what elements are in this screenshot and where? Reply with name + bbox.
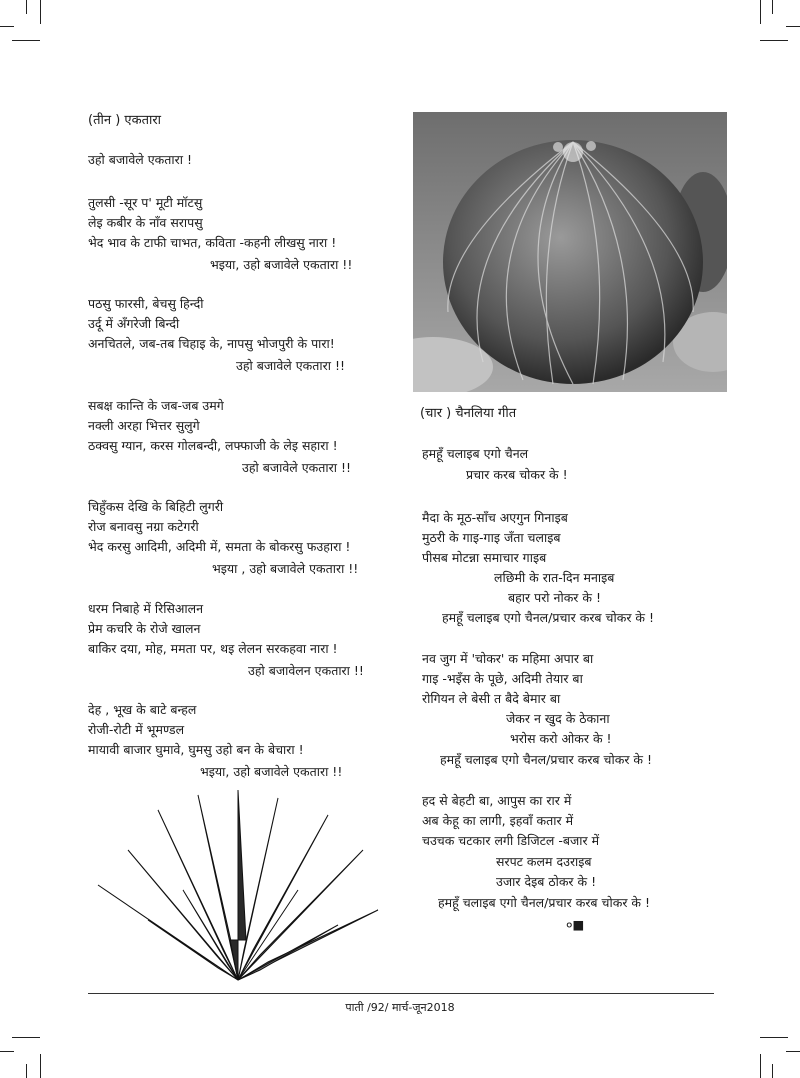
agave-illustration <box>88 790 388 990</box>
crop-mark <box>40 0 41 24</box>
poem-line: ठक्वसु ग्यान, करस गोलबन्दी, लफ्फाजी के लेइ सहारा ! <box>88 438 338 453</box>
poem-line: गाइ -भइँस के पूछे, अदिमी तेयार बा <box>422 671 583 686</box>
poem-line: नव जुग में 'चोकर' क महिमा अपार बा <box>422 651 594 666</box>
poem-line: रोजी-रोटी में भूमण्डल <box>88 722 185 737</box>
poem-line: पठसु फारसी, बेचसु हिन्दी <box>88 296 204 311</box>
poem-line: धरम निबाहे में रिसिआलन <box>88 601 204 616</box>
crop-mark <box>0 26 14 27</box>
poem-line: हमहूँ चलाइब एगो चैनल <box>422 446 529 461</box>
crop-mark <box>26 1064 27 1078</box>
poem-heading: (तीन ) एकतारा <box>88 113 162 128</box>
page-footer: पाती /92/ मार्च-जून2018 <box>345 1001 455 1014</box>
poem-line: मैदा के मूठ-साँच अएगुन गिनाइब <box>422 510 568 525</box>
poem-line: बाकिर दया, मोह, ममता पर, थइ लेलन सरकहवा नारा ! <box>88 641 338 656</box>
crop-mark <box>12 40 40 41</box>
poem-heading: (चार ) चैनलिया गीत <box>420 406 517 421</box>
agave-plant-icon <box>88 790 388 990</box>
poem-line: मुठरी के गाइ-गाइ जँता चलाइब <box>422 530 561 545</box>
crop-mark <box>772 0 773 14</box>
poem-line: लछिमी के रात-दिन मनाइब <box>494 570 615 585</box>
poem-line: भरोस करो ओकर के ! <box>510 731 612 746</box>
footer-rule <box>88 993 714 994</box>
cactus-illustration <box>413 112 727 392</box>
crop-mark <box>760 1054 761 1078</box>
poem-line: पीसब मोटन्ना समाचार गाइब <box>422 550 547 565</box>
crop-mark <box>772 1064 773 1078</box>
poem-line: हद से बेहटी बा, आपुस का रार में <box>422 793 572 808</box>
poem-line: भेद करसु आदिमी, अदिमी में, समता के बोकरसु फउहारा ! <box>88 539 351 554</box>
crop-mark <box>760 40 788 41</box>
crop-mark <box>26 0 27 14</box>
poem-line: प्रेम कचरि के रोजे खालन <box>88 621 201 636</box>
poem-line: चउचक चटकार लगी डिजिटल -बजार में <box>422 833 600 848</box>
poem-line: रोज बनावसु नग्रा कटेगरी <box>88 519 199 534</box>
poem-refrain: हमहूँ चलाइब एगो चैनल/प्रचार करब चोकर के ! <box>438 895 650 910</box>
crop-mark <box>40 1054 41 1078</box>
poem-line: उर्दू में अँगरेजी बिन्दी <box>88 316 180 331</box>
poem-line: रोगियन ले बेसी त बैदे बेमार बा <box>422 691 561 706</box>
poem-line: मायावी बाजार घुमावे, घुमसु उहो बन के बेचारा ! <box>88 742 304 757</box>
poem-refrain: उहो बजावेले एकतारा !! <box>242 460 351 475</box>
poem-line: देह , भूख के बाटे बन्हल <box>88 702 197 717</box>
poem-end-mark: ०■ <box>566 917 585 932</box>
poem-refrain: उहो बजावेलन एकतारा !! <box>248 663 364 678</box>
poem-line: बहार परो नोकर के ! <box>508 590 601 605</box>
poem-line: चिहुँकस देखि के बिहिटी लुगरी <box>88 499 224 514</box>
poem-refrain: भइया , उहो बजावेले एकतारा !! <box>212 561 359 576</box>
poem-refrain: हमहूँ चलाइब एगो चैनल/प्रचार करब चोकर के ! <box>442 610 654 625</box>
poem-refrain: भइया, उहो बजावेले एकतारा !! <box>200 764 343 779</box>
crop-mark <box>760 1037 788 1038</box>
poem-line: उजार देइब ठोकर के ! <box>496 874 597 889</box>
poem-line: भेद भाव के टाफी चाभत, कविता -कहनी लीखसु नारा ! <box>88 235 337 250</box>
poem-line: अनचितले, जब-तब चिहाइ के, नापसु भोजपुरी के पारा! <box>88 336 335 351</box>
poem-line: उहो बजावेले एकतारा ! <box>88 152 192 167</box>
poem-line: प्रचार करब चोकर के ! <box>466 467 568 482</box>
crop-mark <box>0 1051 14 1052</box>
poem-line: सबक्ष कान्ति के जब-जब उमगे <box>88 398 224 413</box>
crop-mark <box>786 26 800 27</box>
cactus-photo <box>413 112 727 392</box>
poem-line: सरपट कलम दउराइब <box>496 854 592 869</box>
poem-line: तुलसी -सूर प' मूटी मॉटसु <box>88 195 203 210</box>
crop-mark <box>12 1037 40 1038</box>
poem-refrain: हमहूँ चलाइब एगो चैनल/प्रचार करब चोकर के ! <box>440 752 652 767</box>
poem-line: लेइ कबीर के नाँव सरापसु <box>88 215 203 230</box>
crop-mark <box>760 0 761 24</box>
poem-line: अब केहू का लागी, इहवाँ कतार में <box>422 813 574 828</box>
poem-refrain: भइया, उहो बजावेले एकतारा !! <box>210 257 353 272</box>
poem-refrain: उहो बजावेले एकतारा !! <box>236 358 345 373</box>
crop-mark <box>786 1051 800 1052</box>
poem-line: नक्ली अरहा भित्तर सुलुगे <box>88 418 200 433</box>
poem-line: जेकर न खुद के ठेकाना <box>506 711 610 726</box>
